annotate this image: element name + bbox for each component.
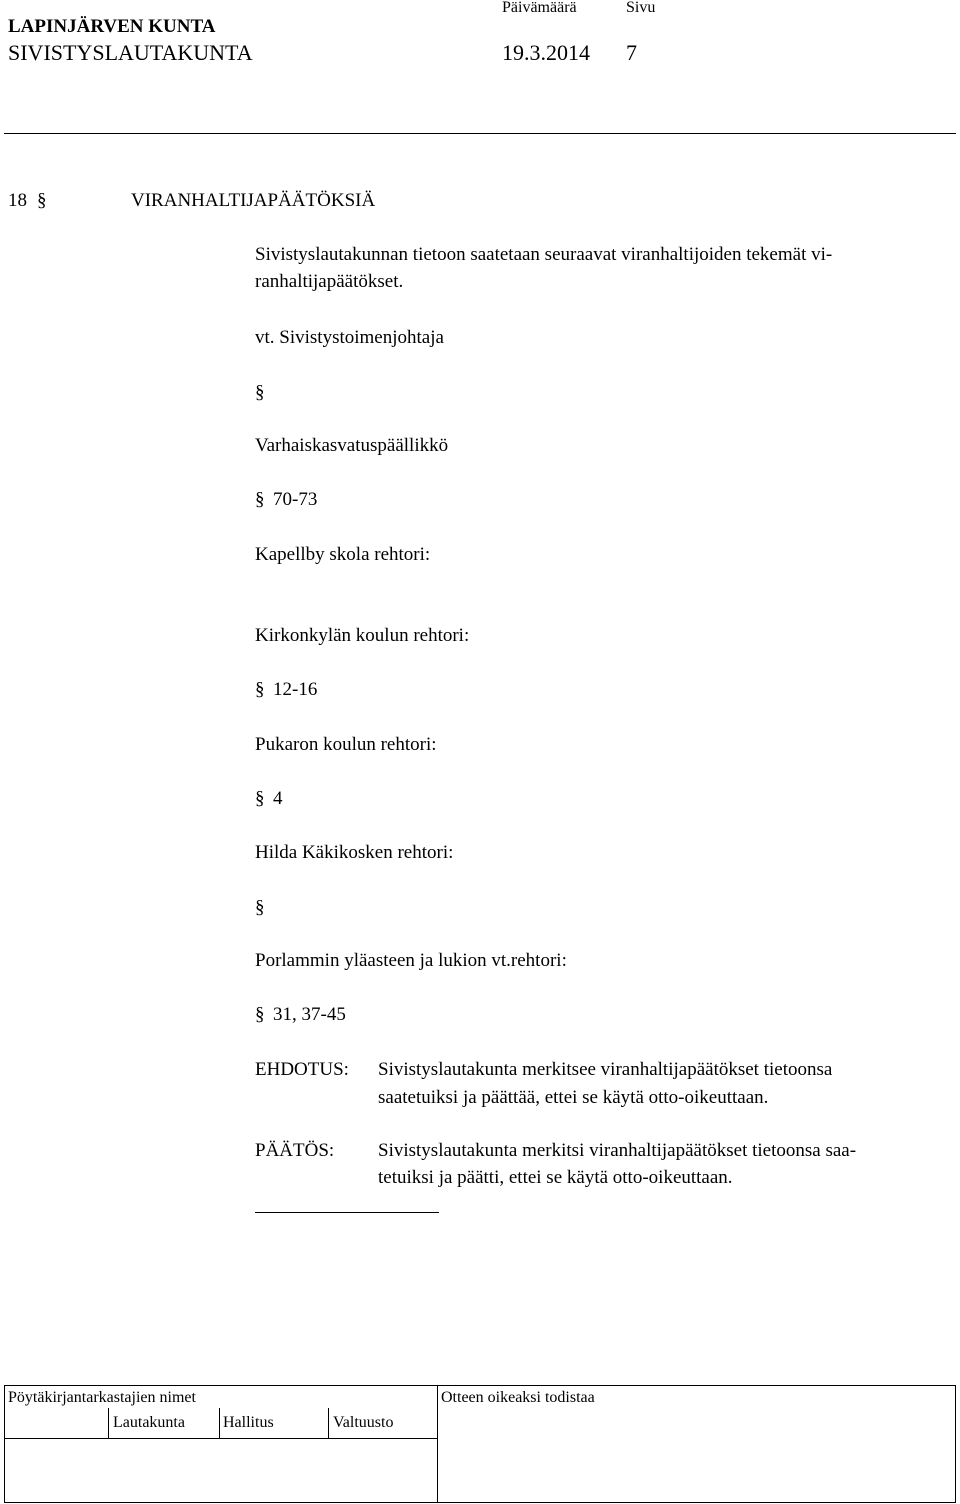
end-divider bbox=[255, 1212, 439, 1213]
entry-reference: 12-16 bbox=[273, 679, 318, 700]
decision-label: PÄÄTÖS: bbox=[255, 1140, 335, 1161]
page-number: 7 bbox=[626, 40, 637, 65]
entry-role: Porlammin yläasteen ja lukion vt.rehtori: bbox=[255, 950, 567, 971]
entry-section-sign: § bbox=[255, 788, 265, 809]
footer-cell-divider bbox=[328, 1408, 329, 1438]
footer-row-divider bbox=[4, 1438, 437, 1439]
section-sign: § bbox=[37, 190, 47, 211]
entry-reference: 70-73 bbox=[273, 489, 318, 510]
entry-section-sign: § bbox=[255, 679, 265, 700]
decision-text-line-2: tetuiksi ja päätti, ettei se käytä otto-oikeuttaan. bbox=[378, 1167, 733, 1188]
organization-name: LAPINJÄRVEN KUNTA bbox=[8, 16, 216, 37]
inspectors-label: Pöytäkirjantarkastajien nimet bbox=[8, 1389, 196, 1406]
date-label: Päivämäärä bbox=[502, 0, 577, 16]
entry-role: Hilda Käkikosken rehtori: bbox=[255, 842, 454, 863]
footer-cell-divider bbox=[219, 1408, 220, 1438]
certified-label: Otteen oikeaksi todistaa bbox=[441, 1389, 595, 1406]
board-name: SIVISTYSLAUTAKUNTA bbox=[8, 40, 253, 65]
proposal-text-line-2: saatetuiksi ja päättää, ettei se käytä otto-oikeuttaan. bbox=[378, 1087, 769, 1108]
entry-role: vt. Sivistystoimenjohtaja bbox=[255, 327, 444, 348]
proposal-label: EHDOTUS: bbox=[255, 1059, 349, 1080]
header-divider bbox=[4, 133, 956, 134]
section-number: 18 bbox=[8, 190, 27, 211]
meeting-date: 19.3.2014 bbox=[502, 40, 590, 65]
entry-section-sign: § bbox=[255, 489, 265, 510]
intro-line-2: ranhaltijapäätökset. bbox=[255, 271, 404, 292]
entry-role: Varhaiskasvatuspäällikkö bbox=[255, 435, 449, 456]
entry-section-sign: § bbox=[255, 897, 265, 918]
entry-section-sign: § bbox=[255, 1004, 265, 1025]
section-title: VIRANHALTIJAPÄÄTÖKSIÄ bbox=[131, 190, 376, 211]
entry-reference: 31, 37-45 bbox=[273, 1004, 346, 1025]
page-label: Sivu bbox=[626, 0, 656, 16]
entry-role: Pukaron koulun rehtori: bbox=[255, 734, 437, 755]
footer-cell-divider bbox=[108, 1408, 109, 1438]
decision-text-line-1: Sivistyslautakunta merkitsi viranhaltijapäätökset tietoonsa saa- bbox=[378, 1140, 857, 1161]
footer-body-label: Hallitus bbox=[223, 1414, 274, 1431]
entry-role: Kapellby skola rehtori: bbox=[255, 544, 431, 565]
proposal-text-line-1: Sivistyslautakunta merkitsee viranhaltijapäätökset tietoonsa bbox=[378, 1059, 833, 1080]
entry-role: Kirkonkylän koulun rehtori: bbox=[255, 625, 470, 646]
entry-reference: 4 bbox=[273, 788, 283, 809]
intro-line-1: Sivistyslautakunnan tietoon saatetaan seuraavat viranhaltijoiden tekemät vi- bbox=[255, 244, 833, 265]
footer-body-label: Valtuusto bbox=[333, 1414, 394, 1431]
footer-column-divider bbox=[437, 1385, 438, 1503]
entry-section-sign: § bbox=[255, 382, 265, 403]
footer-body-label: Lautakunta bbox=[113, 1414, 185, 1431]
